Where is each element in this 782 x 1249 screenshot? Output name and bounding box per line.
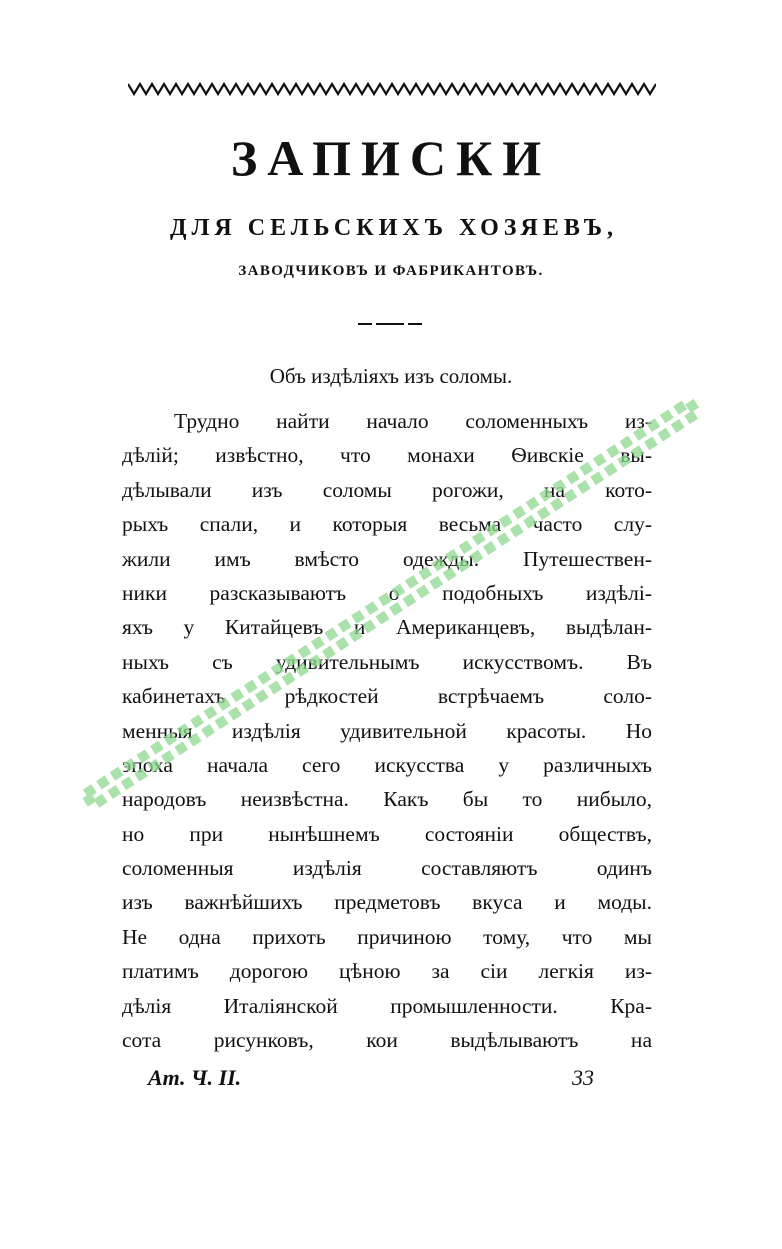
text-line: но при нынѣшнемъ состоянiи обществъ, <box>122 821 652 846</box>
signature-mark: Ат. Ч. II. <box>148 1065 242 1090</box>
article-heading: Объ издѣлiяхъ изъ соломы. <box>269 364 513 388</box>
text-line: изъ важнѣйшихъ предметовъ вкуса и моды. <box>122 890 652 915</box>
text-line: народовъ неизвѣстна. Какъ бы то нибыло, <box>122 787 652 812</box>
text-line: дѣлiя Италiянской промышленности. Кра- <box>122 993 652 1018</box>
text-line: ники разсказываютъ о подобныхъ издѣлi- <box>122 580 652 605</box>
text-line: платимъ дорогою цѣною за сiи легкiя из- <box>122 959 652 984</box>
text-line: кабинетахъ рѣдкостей встрѣчаемъ соло- <box>122 684 652 709</box>
text-line: яхъ у Китайцевъ и Американцевъ, выдѣлан- <box>122 615 652 640</box>
text-line: эпоха начала сего искусства у различныхъ <box>122 752 652 777</box>
text-line: жили имъ вмѣсто одежды. Путешествен- <box>122 546 652 571</box>
text-line: рыхъ спали, и которыя весьма часто слу- <box>122 512 652 537</box>
page-subtitle-secondary: ЗАВОДЧИКОВЪ И ФАБРИКАНТОВЪ. <box>238 263 544 279</box>
page-subtitle: ДЛЯ СЕЛЬСКИХЪ ХОЗЯЕВЪ, <box>170 215 618 241</box>
article-body <box>122 404 652 1057</box>
page-title: ЗАПИСКИ <box>230 130 552 186</box>
text-line: соломенныя издѣлiя составляютъ одинъ <box>122 856 652 881</box>
text-line: ныхъ съ удивительнымъ искусствомъ. Въ <box>122 649 652 674</box>
text-line: Трудно найти начало соломенныхъ из- <box>174 409 652 433</box>
text-line: Не одна прихоть причиною тому, что мы <box>122 924 652 949</box>
text-line: менныя издѣлiя удивительной красоты. Но <box>122 718 652 743</box>
text-line: сота рисунковъ, кои выдѣлываютъ на <box>122 1028 652 1053</box>
text-line: дѣлывали изъ соломы рогожи, на кото- <box>122 477 652 502</box>
page-number: 33 <box>572 1065 594 1090</box>
separator-dash <box>358 322 422 326</box>
text-line: дѣлiй; извѣстно, что монахи Ѳивскiе вы- <box>122 443 652 468</box>
decorative-zigzag-rule <box>128 82 656 96</box>
